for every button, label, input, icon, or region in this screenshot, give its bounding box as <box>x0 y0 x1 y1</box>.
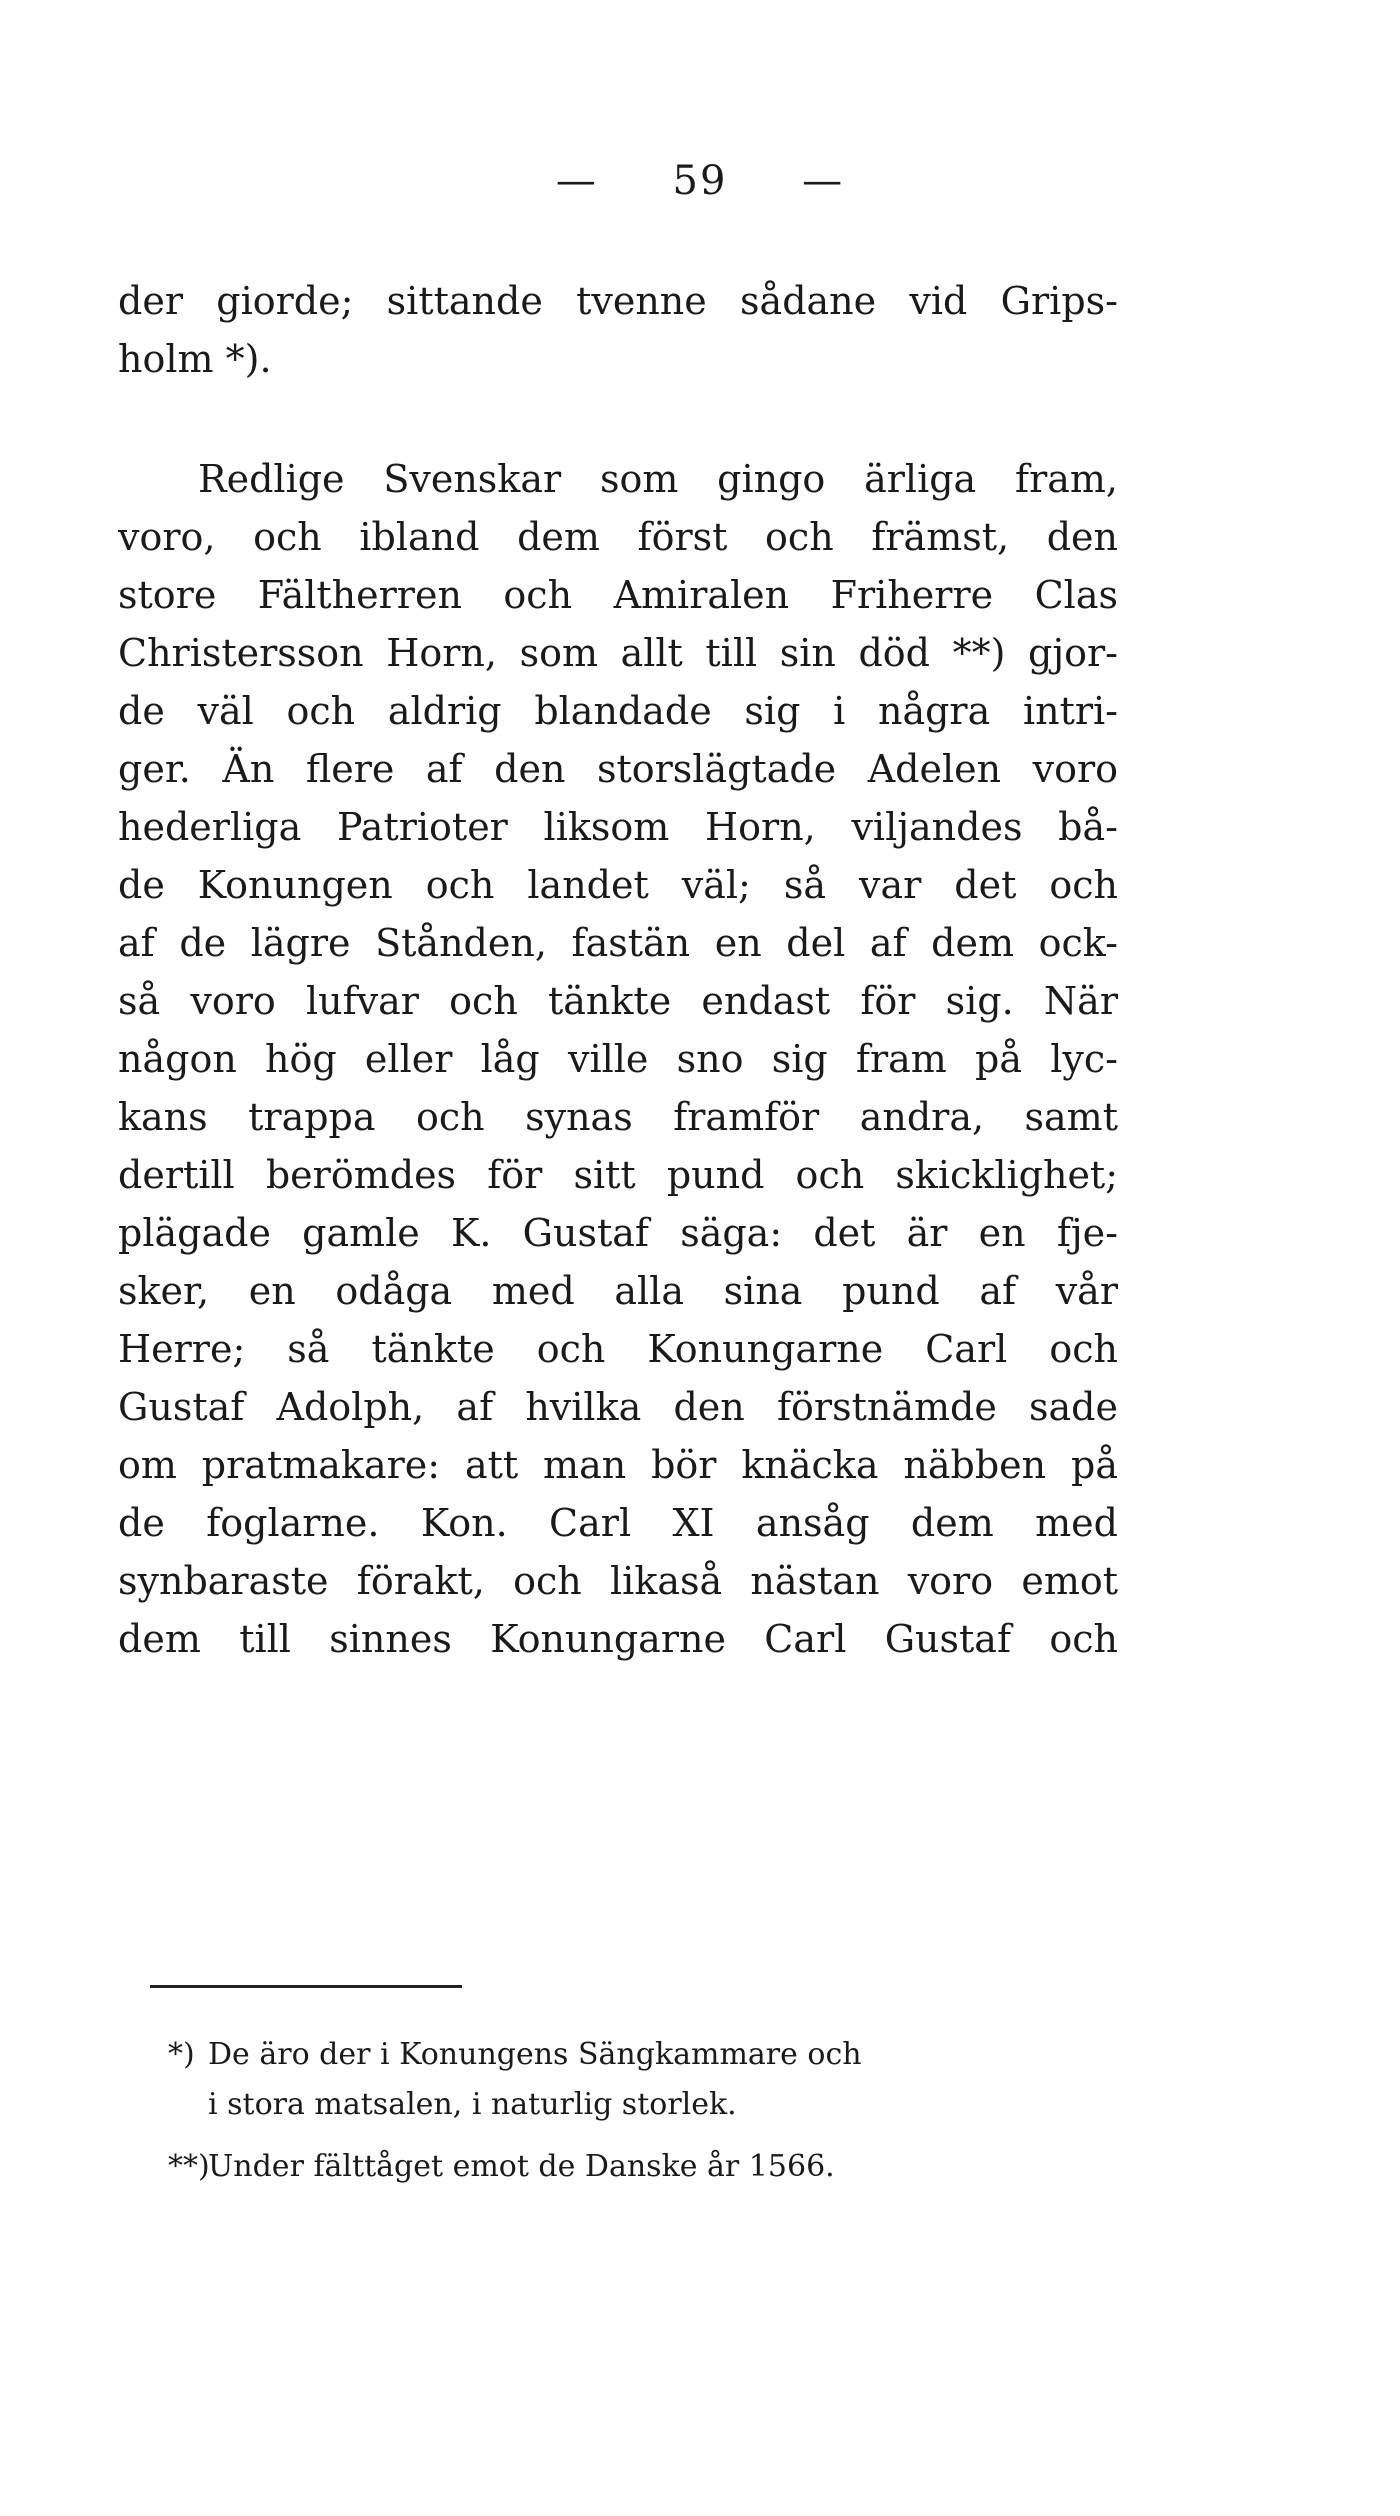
header-left-dash: — <box>555 158 598 204</box>
text-line: dem till sinnes Konungarne Carl Gustaf och <box>118 1617 1118 1661</box>
text-line: der giorde; sittande tvenne sådane vid Grips- <box>118 279 1118 323</box>
footnote-2 <box>168 2142 1118 2192</box>
footnotes <box>168 2030 1118 2192</box>
text-line: synbaraste förakt, och likaså nästan voro emot <box>118 1559 1118 1603</box>
text-line: af de lägre Stånden, fastän en del af dem ock- <box>118 921 1118 965</box>
footnote-divider <box>150 1985 462 1988</box>
text-line: hederliga Patrioter liksom Horn, viljandes bå- <box>118 805 1118 849</box>
text-line: Herre; så tänkte och Konungarne Carl och <box>118 1327 1118 1371</box>
footnote-marker: *) <box>168 2037 195 2072</box>
page-number: 59 <box>672 158 728 204</box>
text-line: sker, en odåga med alla sina pund af vår <box>118 1269 1118 1313</box>
paragraph-gap <box>118 388 1118 450</box>
text-line: om pratmakare: att man bör knäcka näbben på <box>118 1443 1118 1487</box>
header-right-dash: — <box>802 158 845 204</box>
text-line: de foglarne. Kon. Carl XI ansåg dem med <box>118 1501 1118 1545</box>
footnote-text: De äro der i Konungens Sängkammare och <box>208 2037 862 2072</box>
body-text <box>118 272 1118 1668</box>
text-line: dertill berömdes för sitt pund och skicklighet; <box>118 1153 1118 1197</box>
text-line: Redlige Svenskar som gingo ärliga fram, <box>198 457 1118 501</box>
footnote-1-continuation <box>168 2080 1118 2130</box>
footnote-marker: **) <box>168 2149 210 2184</box>
page-header <box>0 158 1400 204</box>
text-line: de Konungen och landet väl; så var det och <box>118 863 1118 907</box>
text-line: någon hög eller låg ville sno sig fram på lyc- <box>118 1037 1118 1081</box>
text-line: plägade gamle K. Gustaf säga: det är en fje- <box>118 1211 1118 1255</box>
text-line: de väl och aldrig blandade sig i några intri- <box>118 689 1118 733</box>
text-line: ger. Än flere af den storslägtade Adelen voro <box>118 747 1118 791</box>
text-line: voro, och ibland dem först och främst, den <box>118 515 1118 559</box>
text-line: holm *). <box>118 337 272 381</box>
footnote-text: Under fälttåget emot de Danske år 1566. <box>208 2149 835 2184</box>
footnote-text: i stora matsalen, i naturlig storlek. <box>208 2087 737 2122</box>
footnote-1 <box>168 2030 1118 2080</box>
text-line: Christersson Horn, som allt till sin död **) gjor- <box>118 631 1118 675</box>
text-line: Gustaf Adolph, af hvilka den förstnämde sade <box>118 1385 1118 1429</box>
text-line: store Fältherren och Amiralen Friherre Clas <box>118 573 1118 617</box>
text-line: så voro lufvar och tänkte endast för sig. När <box>118 979 1118 1023</box>
text-line: kans trappa och synas framför andra, samt <box>118 1095 1118 1139</box>
